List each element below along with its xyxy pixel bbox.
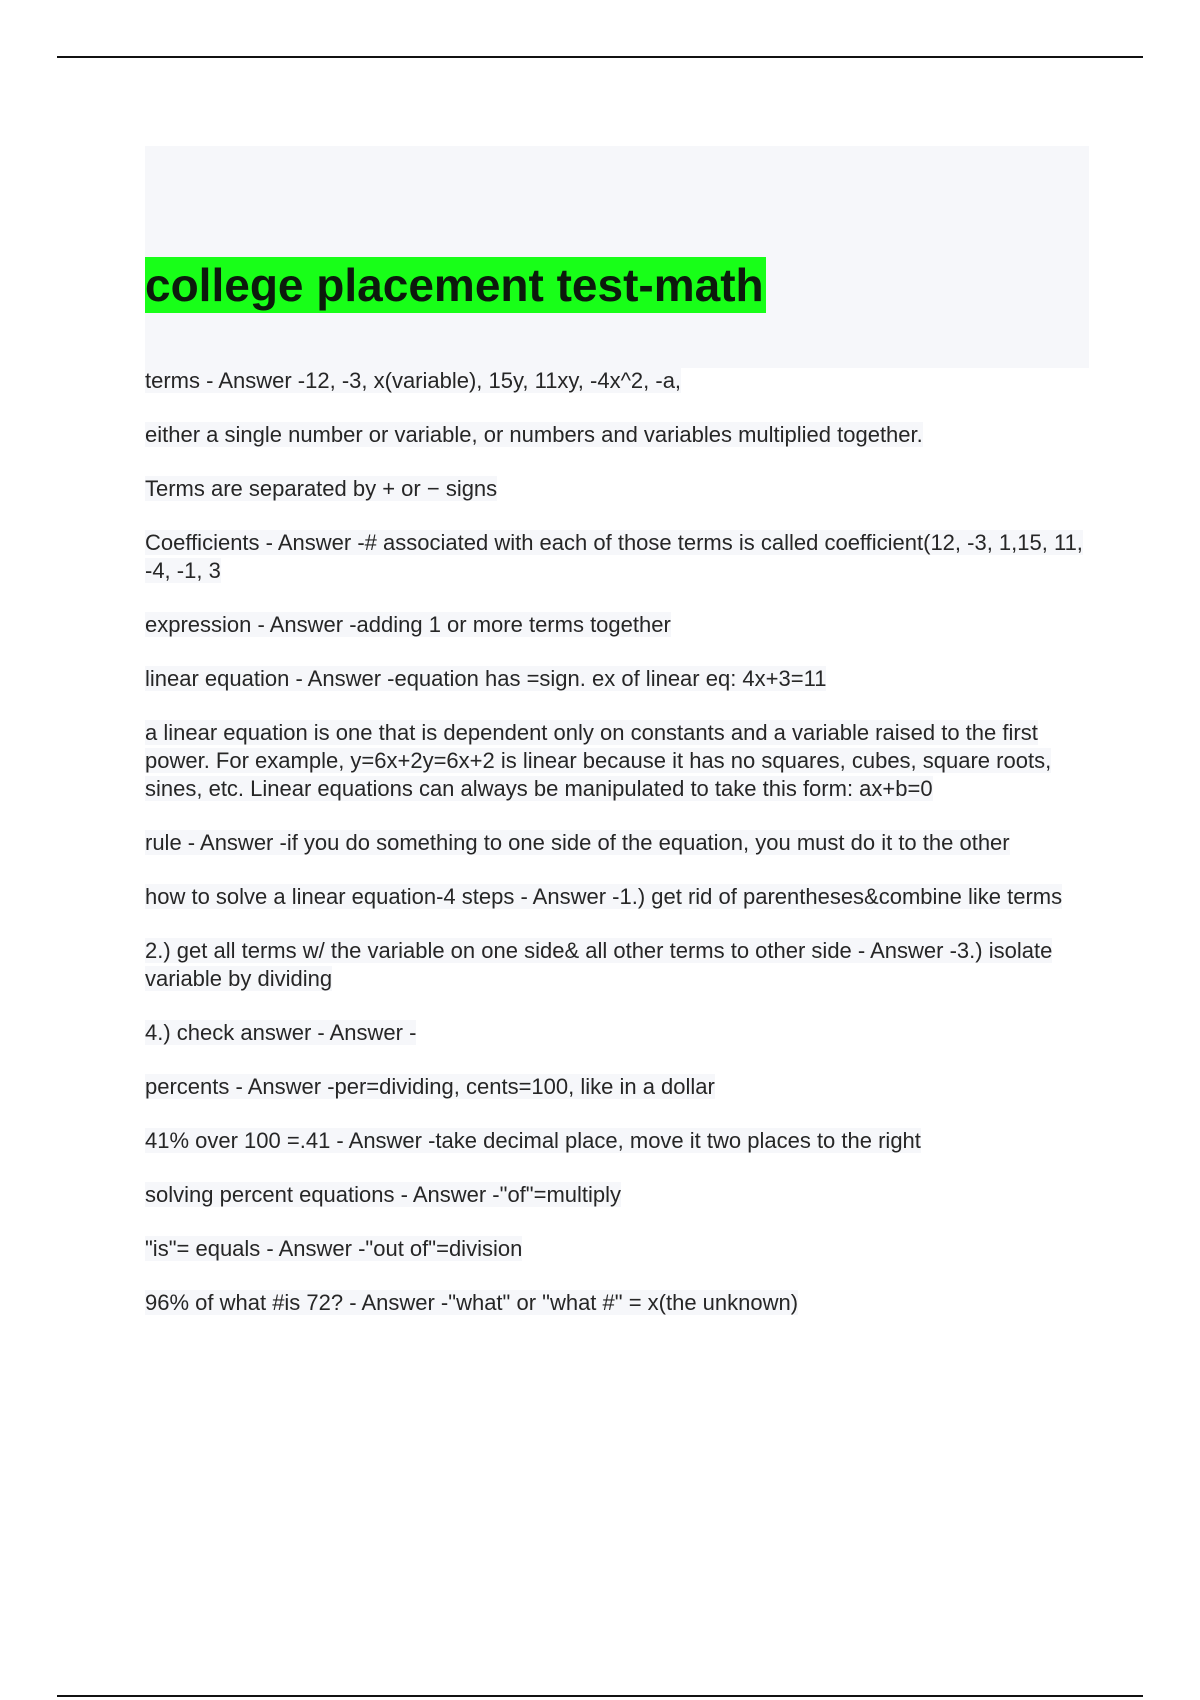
paragraph-step-four: 4.) check answer - Answer - <box>145 1020 417 1045</box>
paragraph-terms-definition: either a single number or variable, or numbers and variables multiplied together. <box>145 422 923 447</box>
paragraph-linear-equation: linear equation - Answer -equation has =sign. ex of linear eq: 4x+3=11 <box>145 666 827 691</box>
paragraph-rule: rule - Answer -if you do something to one side of the equation, you must do it to the other <box>145 830 1010 855</box>
paragraph-percent-example: 96% of what #is 72? - Answer -"what" or "what #" = x(the unknown) <box>145 1290 799 1315</box>
paragraph-percent-decimal: 41% over 100 =.41 - Answer -take decimal place, move it two places to the right <box>145 1128 921 1153</box>
document-body <box>145 367 1089 1343</box>
paragraph-percent-equations: solving percent equations - Answer -"of"=multiply <box>145 1182 622 1207</box>
paragraph-is-equals: "is"= equals - Answer -"out of"=division <box>145 1236 523 1261</box>
paragraph-percents: percents - Answer -per=dividing, cents=100, like in a dollar <box>145 1074 715 1099</box>
paragraph-coefficients: Coefficients - Answer -# associated with each of those terms is called coefficient(12, -3, 1,15, 11, -4, -1, 3 <box>145 530 1083 583</box>
paragraph-terms-separation: Terms are separated by + or − signs <box>145 476 498 501</box>
paragraph-expression: expression - Answer -adding 1 or more terms together <box>145 612 671 637</box>
top-divider <box>57 56 1143 58</box>
paragraph-linear-equation-explanation: a linear equation is one that is dependent only on constants and a variable raised to the first power. For example, y=6x+2y=6x+2 is linear because it has no squares, cubes, square roots, sines, etc. Linear equations can always be manipulated to take this form: ax+b=0 <box>145 720 1052 801</box>
bottom-divider <box>57 1695 1143 1697</box>
paragraph-step-two-three: 2.) get all terms w/ the variable on one side& all other terms to other side - Answer -3.) isolate variable by dividing <box>145 938 1053 991</box>
paragraph-terms: terms - Answer -12, -3, x(variable), 15y, 11xy, -4x^2, -a, <box>145 368 682 393</box>
paragraph-solve-steps: how to solve a linear equation-4 steps - Answer -1.) get rid of parentheses&combine like terms <box>145 884 1063 909</box>
document-title: college placement test-math <box>145 259 764 311</box>
